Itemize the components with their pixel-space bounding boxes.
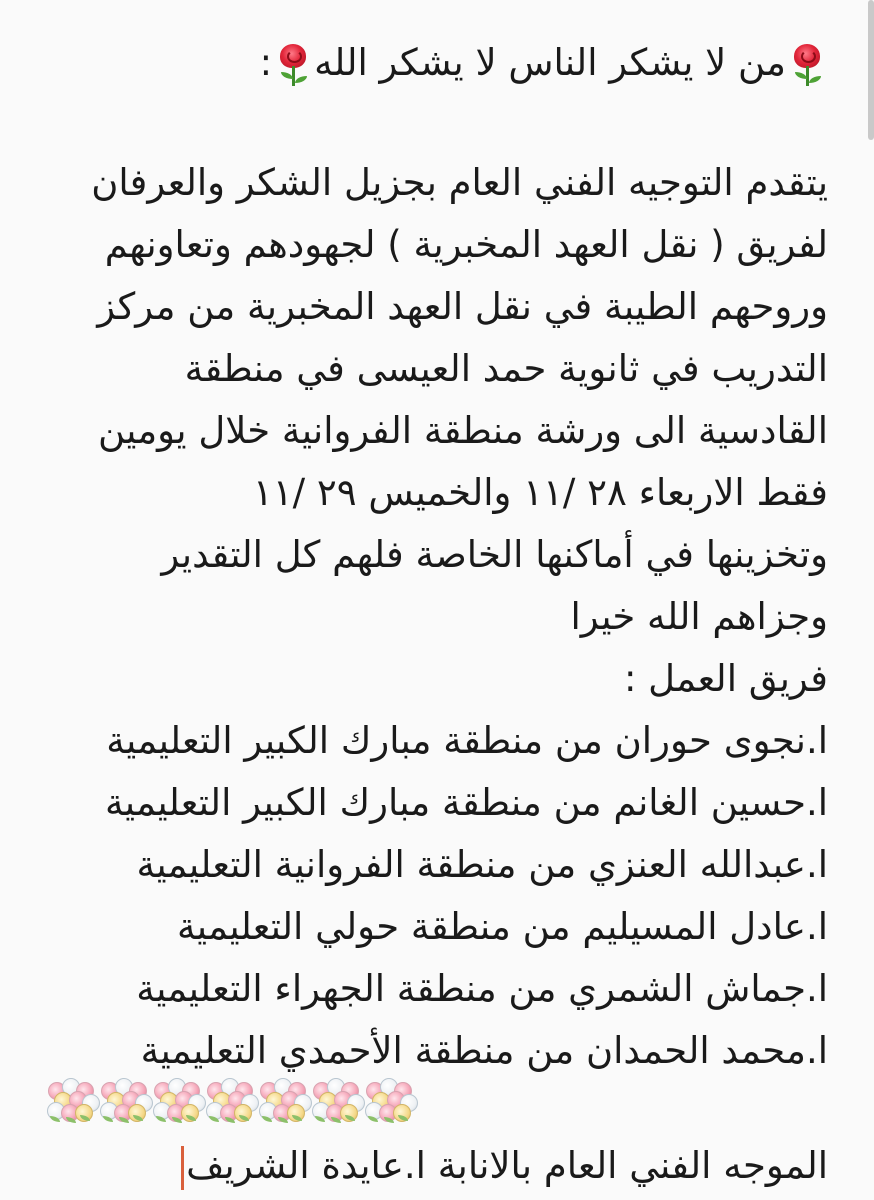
team-member: ا.عادل المسيليم من منطقة حولي التعليمية	[176, 905, 828, 948]
text-cursor	[181, 1146, 184, 1190]
body-line: وروحهم الطيبة في نقل العهد المخبرية من مركز	[97, 285, 828, 328]
title-text: من لا يشكر الناس لا يشكر الله	[314, 41, 786, 84]
rose-icon	[278, 42, 308, 88]
body-line: التدريب في ثانوية حمد العيسى في منطقة	[184, 347, 828, 390]
body-line: القادسية الى ورشة منطقة الفروانية خلال يومين	[98, 409, 828, 452]
title-colon: :	[259, 41, 273, 84]
body-line: وجزاهم الله خيرا	[570, 595, 828, 638]
bouquet-row	[46, 1078, 412, 1124]
signature-line	[181, 1135, 828, 1197]
team-member: ا.نجوى حوران من منطقة مبارك الكبير التعليمية	[106, 719, 828, 762]
bouquet-icon	[311, 1078, 359, 1122]
body-line: لفريق ( نقل العهد المخبرية ) لجهودهم وتعاونهم	[104, 223, 828, 266]
bouquet-icon	[46, 1078, 94, 1122]
team-member: ا.محمد الحمدان من منطقة الأحمدي التعليمية	[140, 1029, 828, 1072]
title-line	[30, 32, 828, 94]
bouquet-icon	[364, 1078, 412, 1122]
team-member: ا.عبدالله العنزي من منطقة الفروانية التعليمية	[136, 843, 828, 886]
team-heading: فريق العمل :	[623, 657, 828, 700]
bouquet-icon	[152, 1078, 200, 1122]
bouquet-icon	[205, 1078, 253, 1122]
body-line: وتخزينها في أماكنها الخاصة فلهم كل التقدير	[161, 533, 828, 576]
team-member: ا.حسين الغانم من منطقة مبارك الكبير التعليمية	[104, 781, 828, 824]
rose-icon	[792, 42, 822, 88]
bouquet-icon	[99, 1078, 147, 1122]
bouquet-icon	[258, 1078, 306, 1122]
body-line: فقط الاربعاء ٢٨ /١١ والخميس ٢٩ /١١	[252, 471, 828, 514]
body-line: يتقدم التوجيه الفني العام بجزيل الشكر والعرفان	[91, 161, 828, 204]
team-member: ا.جماش الشمري من منطقة الجهراء التعليمية	[136, 967, 828, 1010]
signature-text: الموجه الفني العام بالانابة ا.عايدة الشريف	[186, 1144, 828, 1187]
